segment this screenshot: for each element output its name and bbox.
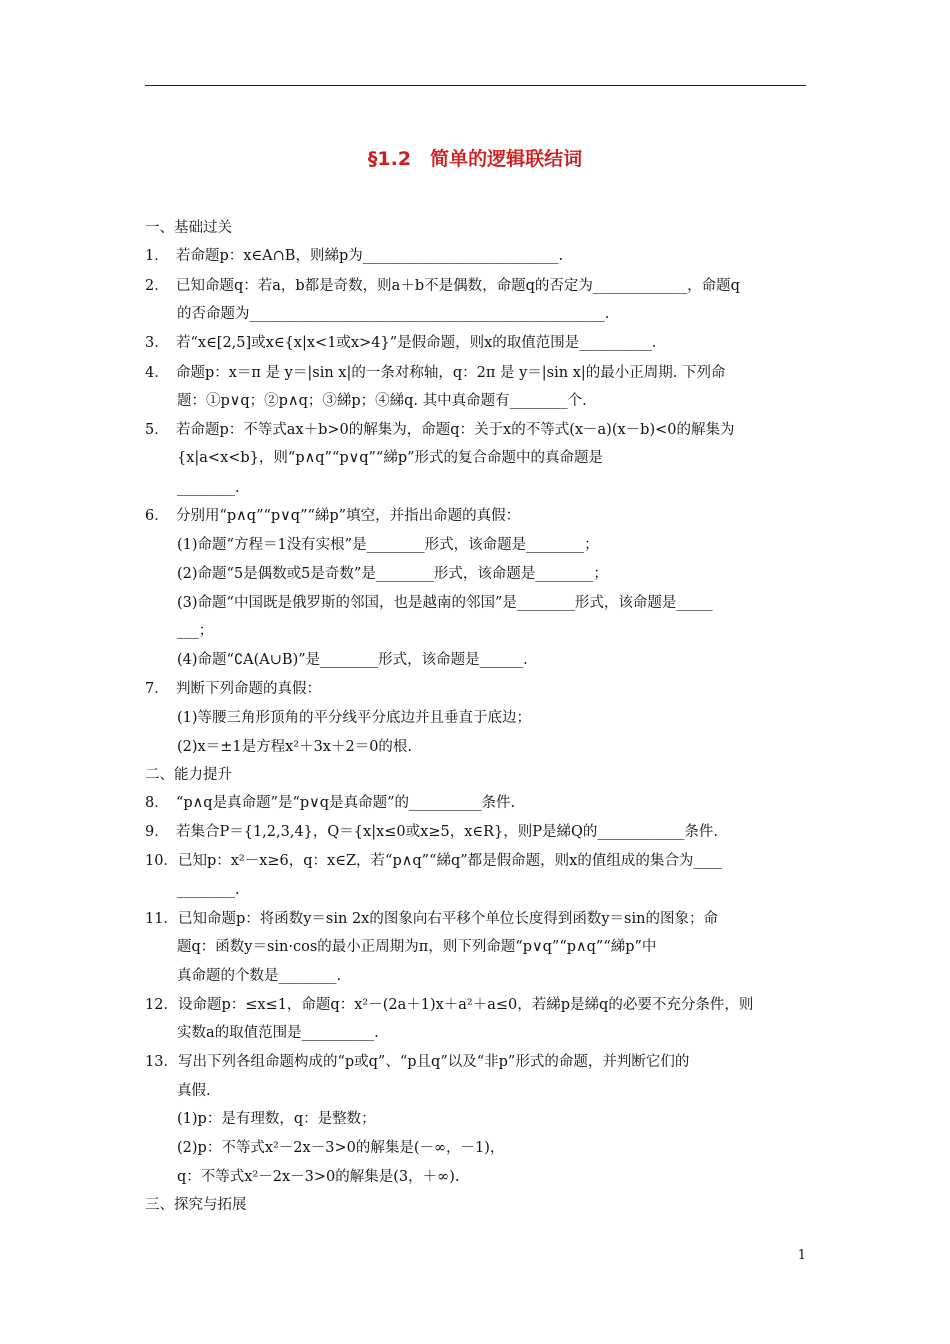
text-line: ________. xyxy=(177,882,240,898)
text-line: q：不等式x²－2x－3>0的解集是(3，＋∞). xyxy=(177,1169,460,1185)
text-line: 10．已知p：x²－x≥6，q：x∈Z，若“p∧q”“綈q”都是假命题，则x的值组成的集合为____ xyxy=(145,853,723,869)
text-line: (3)命题“中国既是俄罗斯的邻国，也是越南的邻国”是________形式，该命题是_____ xyxy=(177,595,713,611)
text-line: 8． “p∧q是真命题”是“p∨q是真命题”的__________条件. xyxy=(145,795,516,811)
text-line: (1)等腰三角形顶角的平分线平分底边并且垂直于底边； xyxy=(177,710,532,726)
page-title: §1.2 简单的逻辑联结词 xyxy=(367,148,583,170)
text-line: 题：①p∨q；②p∧q；③綈p；④綈q. 其中真命题有________个. xyxy=(177,393,587,409)
text-line: (1)命题“方程＝1没有实根”是________形式，该命题是________； xyxy=(177,537,599,553)
text-line: ___； xyxy=(177,623,214,639)
text-line: 题q：函数y＝sin·cos的最小正周期为π，则下列命题“p∨q”“p∧q”“綈p”中 xyxy=(177,939,657,955)
text-line: 一、基础过关 xyxy=(145,220,232,236)
text-line: 的否命题为_________________________________________________. xyxy=(177,306,610,322)
text-line: 真假. xyxy=(177,1083,211,1099)
text-line: {x|a<x<b}，则“p∧q”“p∨q”“綈p”形式的复合命题中的真命题是 xyxy=(177,450,604,466)
text-line: 3． 若“x∈[2,5]或x∈{x|x<1或x>4}”是假命题，则x的取值范围是__________. xyxy=(145,335,657,351)
text-line: 6． 分别用“p∧q”“p∨q”“綈p”填空，并指出命题的真假： xyxy=(145,508,521,524)
text-line: (1)p：是有理数，q：是整数； xyxy=(177,1111,376,1127)
text-line: 12．设命题p：≤x≤1，命题q：x²－(2a＋1)x＋a²＋a≤0，若綈p是綈q的必要不充分条件，则 xyxy=(145,997,754,1013)
text-line: 4． 命题p：x＝π 是 y＝|sin x|的一条对称轴，q：2π 是 y＝|sin x|的最小正周期. 下列命 xyxy=(145,365,726,381)
text-line: (2)p：不等式x²－2x－3>0的解集是(－∞，－1)， xyxy=(177,1140,505,1156)
page-number: 1 xyxy=(797,1248,806,1263)
text-line: (2)命题“5是偶数或5是奇数”是________形式，该命题是________； xyxy=(177,566,608,582)
text-line: ________. xyxy=(177,480,240,496)
text-line: 7． 判断下列命题的真假： xyxy=(145,681,321,697)
text-line: 真命题的个数是________. xyxy=(177,968,342,984)
text-line: 二、能力提升 xyxy=(145,767,232,783)
text-line: (4)命题“∁A(A∪B)”是________形式，该命题是______. xyxy=(177,652,528,668)
text-line: 1． 若命题p：x∈A∩B，则綈p为___________________________. xyxy=(145,248,564,264)
header-rule xyxy=(145,85,806,86)
text-line: 5． 若命题p：不等式ax＋b>0的解集为，命题q：关于x的不等式(x－a)(x－b)<0的解集为 xyxy=(145,422,735,438)
text-line: (2)x＝±1是方程x²＋3x＋2＝0的根. xyxy=(177,739,413,755)
text-line: 三、探究与拓展 xyxy=(145,1197,247,1213)
text-line: 9． 若集合P＝{1,2,3,4}，Q＝{x|x≤0或x≥5，x∈R}，则P是綈Q的____________条件. xyxy=(145,824,718,840)
text-line: 13．写出下列各组命题构成的“p或q”、“p且q”以及“非p”形式的命题，并判断它们的 xyxy=(145,1054,690,1070)
text-line: 2． 已知命题q：若a，b都是奇数，则a＋b不是偶数，命题q的否定为_____________，命题q xyxy=(145,278,740,294)
text-line: 实数a的取值范围是__________. xyxy=(177,1025,379,1041)
text-line: 11．已知命题p：将函数y＝sin 2x的图象向右平移个单位长度得到函数y＝sin的图象；命 xyxy=(145,911,718,927)
